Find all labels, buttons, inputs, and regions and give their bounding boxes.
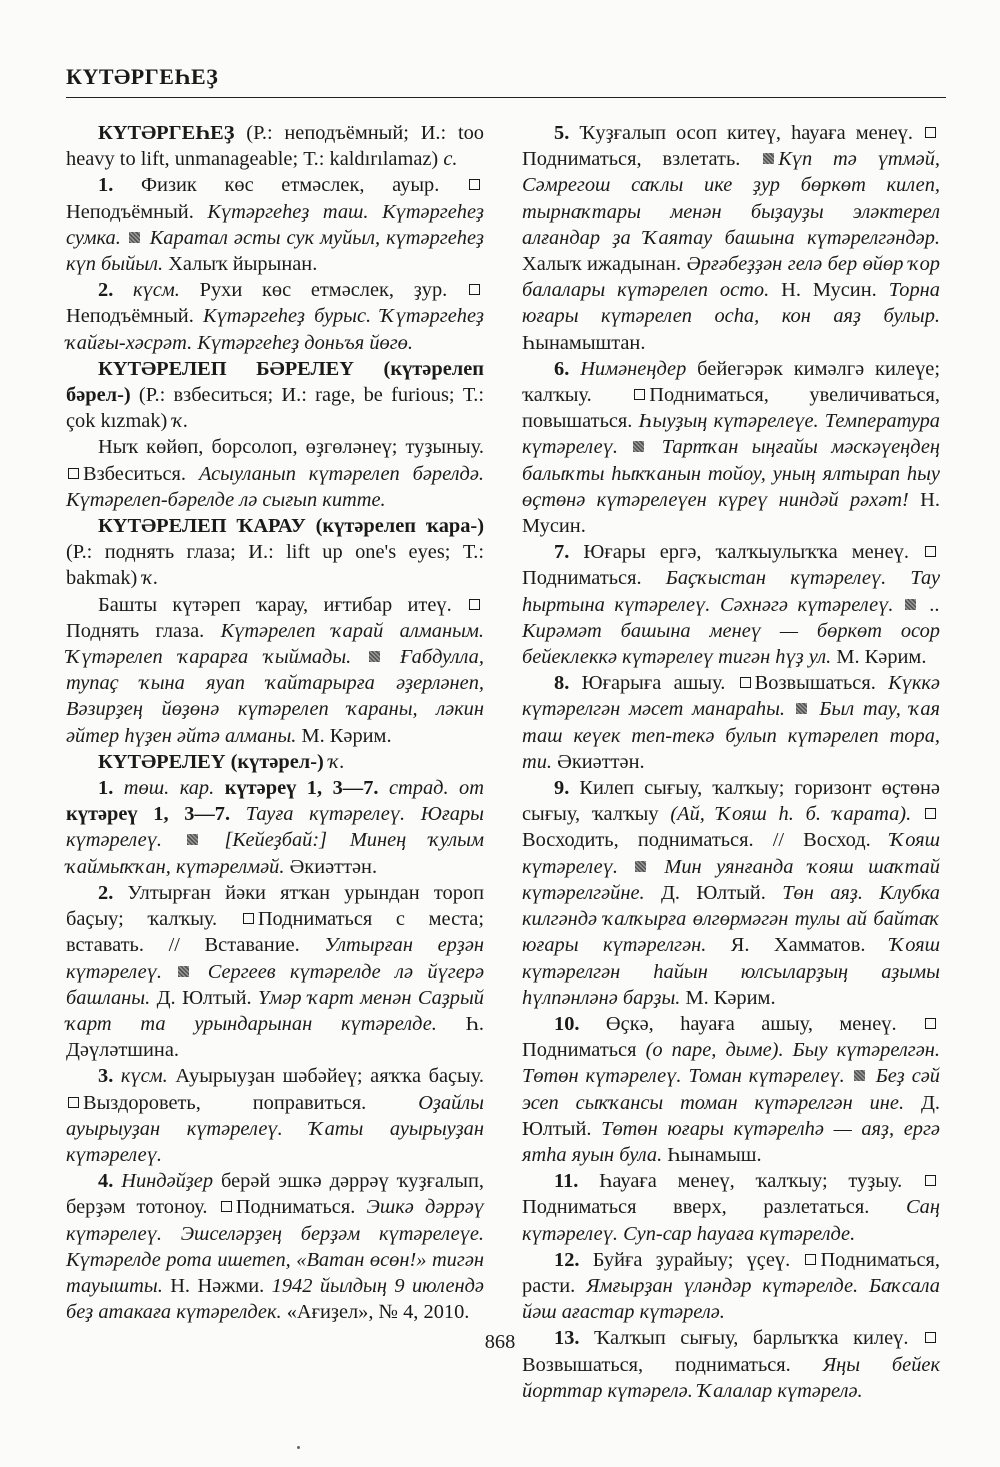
example: Күтәргеһеҙ таш. Күтәргеһеҙ сумка. <box>66 200 485 249</box>
white-square-icon <box>243 913 254 924</box>
white-square-icon <box>634 389 645 400</box>
russian-gloss: Выздороветь, поправиться. <box>83 1091 419 1114</box>
sense-number: 7. <box>554 541 570 564</box>
russian-gloss: Подниматься <box>522 1039 646 1062</box>
right-column <box>522 120 940 1404</box>
white-square-icon <box>925 1018 936 1029</box>
shaded-square-icon <box>369 651 380 662</box>
russian-gloss: Подниматься. <box>522 567 666 590</box>
usage-note: (о паре, дыме). <box>645 1039 784 1062</box>
example: Оҙайлы ауырыуҙан күтәрелеү. Ҡаты ауырыуҙан күтәрелеү. <box>66 1091 484 1166</box>
white-square-icon <box>925 808 936 819</box>
usage-note: (Ай, Ҡояш һ. б. ҡарата). <box>670 803 912 826</box>
definition: Һауаға менеү, ҡалҡыу; туҙыу. <box>578 1170 923 1193</box>
russian-gloss: Восходить, подниматься. // Восход. <box>522 829 890 852</box>
russian-gloss: Неподъёмный. <box>66 305 204 328</box>
example: Асыуланып күтәрелеп бәрелдә. Күтәрелеп-бәрелде лә сығып китте. <box>66 462 485 511</box>
example: Баҫҡыстан күтәрелеү. Тау һыртына күтәрелеү. Сәхнәгә күтәрелеү. <box>522 567 941 616</box>
quotation: [Кейеҙбай:] Минең ҡулым ҡаймыҡҡан, күтәрелмәй. <box>66 829 484 878</box>
sense-12 <box>522 1247 940 1326</box>
definition: Физик көс етмәслек, ауыр. <box>113 174 467 197</box>
entry-kutarelep-karau <box>66 513 484 592</box>
quotation: Төн аяҙ. Клубка килгәндә ҡалҡырға өлгөрмәгән тулы ай байтаҡ юғары күтәрелгән. <box>522 881 940 957</box>
white-square-icon <box>925 127 936 138</box>
translations: (Р.: поднять глаза; И.: lift up one's eyes; Т.: bakmak) <box>66 541 484 590</box>
quotation: Төтөн юғары күтәрелһә — аяҙ, ергә ятһа яуын була. <box>522 1117 940 1166</box>
russian-gloss: Подниматься, взлетать. <box>522 148 762 171</box>
sense-2 <box>66 277 484 356</box>
source: Һынамыштан. <box>522 331 646 354</box>
quotation: Ғабдулла, тупаҫ ҡына яуап ҡайтарырға әҙерләнеп, Вәзирҙең йөҙөнә күтәрелеп ҡараны, ләкин әйтер һүҙен әйтә алманы. <box>66 646 484 747</box>
quotation: 1942 йылдың 9 июлендә беҙ атакаға күтәрелдек. <box>66 1274 484 1324</box>
example: Эшкә дәррәү күтәрелеү. Эшселәрҙең берҙәм күтәрелеүе. Күтәрелде рота ишетеп, «Ватан өсөн!» тигән тауышты. <box>66 1196 485 1297</box>
quotation: Был тау, ҡая таш кеүек теп-текә булып күтәрелеп тора, ти. <box>522 698 940 773</box>
quotation: Торна юғары күтәрелеп осһа, кон аяҙ булыр. <box>522 279 940 328</box>
sense-8 <box>522 670 940 775</box>
russian-gloss: Подниматься вверх, разлетаться. <box>522 1196 906 1219</box>
example: Яңы бейек йорттар күтәрелә. Ҡалалар күтәрелә. <box>522 1353 941 1402</box>
shaded-square-icon <box>905 599 916 610</box>
definition: Ҡуҙғалып осоп китеү, һауаға менеү. <box>569 122 923 144</box>
example: Быу күтәрелгән. Төтөн күтәрелеү. Томан күтәрелеү. <box>522 1039 940 1088</box>
white-square-icon <box>469 599 480 610</box>
definition-block <box>66 592 484 749</box>
white-square-icon <box>221 1201 232 1212</box>
source: Н. Мусин. <box>769 279 889 302</box>
sense-9 <box>522 775 940 1011</box>
sense-number: 10. <box>554 1012 580 1035</box>
russian-gloss: Подниматься с места; вставать. // Вставание. <box>66 908 485 957</box>
verb-form: (күтәрелеп бәрел-) <box>66 357 484 407</box>
shaded-square-icon <box>763 153 774 164</box>
sense-number: 12. <box>554 1248 580 1271</box>
grammar-note: Нимәнеңдер <box>569 357 687 380</box>
headword: КҮТӘРЕЛЕП БӘРЕЛЕҮ <box>98 357 355 380</box>
source: Һ. Дәүләтшина. <box>66 1012 484 1062</box>
entry-kutarelau <box>66 749 484 775</box>
sense-number: 8. <box>554 672 570 695</box>
example: Саң күтәрелеү. Суп-сар һауаға күтәрелде. <box>522 1196 940 1245</box>
quotation: Тартҡан ыңғайы мәскәүеңдең балыҡты һыҡҡанын тойоу, уның ялтырап һыу өҫтөнә күтәрелеүен күреү ниндәй рәхәт! <box>522 436 940 511</box>
translations: (Р.: неподъёмный; И.: too heavy to lift, unmanageable; Т.: kaldırılamaz) <box>66 122 484 171</box>
sense-3 <box>66 1063 484 1168</box>
entry-kutarelep-barelau <box>66 356 484 435</box>
sense-number: 3. <box>98 1065 114 1088</box>
white-square-icon <box>925 546 936 557</box>
sense-number: 1. <box>98 777 114 800</box>
source: Халыҡ ижадынан. <box>522 253 687 276</box>
shaded-square-icon <box>187 834 198 845</box>
translations: (Р.: взбеситься; И.: rage, be furious; Т.: çok kızmak) <box>66 384 484 433</box>
example: Ямғырҙан үләндәр күтәрелде. Баҡсала йәш ағастар күтәрелә. <box>522 1274 940 1324</box>
headword: КҮТӘРЕЛЕП ҠАРАУ <box>98 515 306 538</box>
example: Тауға күтәрелеү. Юғары күтәрелеү. <box>66 803 484 852</box>
russian-gloss: Подниматься. <box>235 1196 367 1219</box>
definition: Рухи көс етмәслек, ҙур. <box>179 279 467 302</box>
running-head: КҮТӘРГЕҺЕҘ <box>66 64 219 89</box>
white-square-icon <box>805 1254 816 1265</box>
example: Ҡояш күтәрелеү. <box>522 829 940 878</box>
example: Күтәргеһеҙ бурыс. Ҡүтәргеһеҙ ҡайғы-хәсрәт. Күтәргеһеҙ доньъя йөгө. <box>66 305 484 354</box>
definition: Ныҡ көйөп, борсолоп, өҙгөләнеү; туҙыныу. <box>98 436 484 459</box>
headword: КҮТӘРЕЛЕҮ <box>98 750 226 773</box>
russian-gloss: Возвышаться, подниматься. <box>522 1353 823 1376</box>
part-of-speech: ҡ. <box>142 567 159 590</box>
source: Н. Нәжми. <box>162 1274 272 1297</box>
example: Күтәрелеп ҡарай алманым. Ҡүтәрелеп ҡарарға ҡыймады. <box>66 619 484 669</box>
sense-11 <box>522 1168 940 1247</box>
quotation: Мин уянғанда ҡояш шаҡтай күтәрелгәйне. <box>522 855 940 904</box>
quotation: .. Кирәмәт башына менеү — бөркөт осор бейеклеккә күтәрелеү тигән һүҙ ул. <box>522 593 940 669</box>
source: Әкиәттән. <box>552 750 645 773</box>
russian-gloss: Неподъёмный. <box>66 200 208 223</box>
source: Д. Юлтый. <box>522 1091 940 1140</box>
part-of-speech: ҡ. <box>172 410 189 433</box>
sense-number: 2. <box>98 881 114 904</box>
source: Н. Мусин. <box>522 488 941 538</box>
sense-2 <box>66 880 484 1063</box>
cross-reference: күтәреү 1, 3—7. <box>224 777 379 800</box>
source: М. Кәрим. <box>831 646 927 669</box>
white-square-icon <box>68 1097 79 1108</box>
page-number: 868 <box>484 1331 516 1353</box>
example: Ултырған ерҙән күтәрелеү. <box>66 934 484 983</box>
source: Я. Хамматов. <box>706 934 890 957</box>
definition: берәй эшкә дәррәү ҡуҙғалып, берҙәм тотоноу. <box>66 1170 485 1219</box>
source: Халыҡ йырынан. <box>163 253 318 276</box>
quotation: Беҙ сәй эсеп сыҡҡансы томан күтәрелгән ине. <box>522 1065 940 1114</box>
definition: Ауырыуҙан шәбәйеү; аяҡҡа баҫыу. <box>167 1065 485 1088</box>
russian-gloss: Подниматься, расти. <box>522 1248 940 1297</box>
sense-1 <box>66 172 484 277</box>
grammar-note: күсм. <box>113 279 180 302</box>
definition: Башты күтәреп ҡарау, иғтибар итеү. <box>98 593 467 616</box>
sense-number: 1. <box>98 174 114 197</box>
sense-7 <box>522 539 940 670</box>
grammar-note: күсм. <box>113 1065 168 1088</box>
white-square-icon <box>68 468 79 479</box>
grammar-note: төш. кар. <box>113 777 225 800</box>
quotation: Каратал әсты сук муйыл, күтәргеһеҙ күп быйыл. <box>66 226 484 276</box>
example: Һыуҙың күтәрелеүе. Температура күтәрелеү. <box>522 410 940 459</box>
sense-number: 2. <box>98 279 114 302</box>
sense-number: 11. <box>554 1170 579 1193</box>
white-square-icon <box>925 1175 936 1186</box>
sense-6 <box>522 356 940 539</box>
shaded-square-icon <box>633 441 644 452</box>
definition: Юғары ергә, ҡалҡыулыҡҡа менеү. <box>569 541 923 564</box>
definition: Килеп сығыу, ҡалҡыу; горизонт өҫтөнә сығыу, ҡалҡыу <box>522 777 940 826</box>
sense-number: 13. <box>554 1327 580 1350</box>
sense-5 <box>522 120 940 356</box>
definition: бейегәрәк кимәлгә килеүе; ҡалҡыу. <box>522 357 940 407</box>
white-square-icon <box>469 179 480 190</box>
definition: Ултырған йәки ятҡан урындан тороп баҫыу; ҡалҡыу. <box>66 881 484 931</box>
sense-1 <box>66 775 484 880</box>
russian-gloss: Возвышаться. <box>754 672 889 695</box>
source: Д. Юлтый. <box>644 881 783 904</box>
shaded-square-icon <box>178 966 189 977</box>
source: Һынамыш. <box>662 1143 762 1166</box>
shaded-square-icon <box>635 861 646 872</box>
definition: Буйға ҙурайыу; үҫеү. <box>579 1248 804 1271</box>
definition: Ҡалҡып сығыу, барлыҡҡа килеү. <box>579 1327 923 1350</box>
entry-kutargehez <box>66 120 484 172</box>
definition-block <box>66 434 484 513</box>
cross-reference: күтәреү 1, 3—7. <box>66 803 231 826</box>
quotation: Әрғәбеҙҙән гелә бер өйөр ҡор балалары күтәрелеп осто. <box>522 253 941 302</box>
verb-form: (күтәрелеп ҡара-) <box>305 515 485 538</box>
headword: КҮТӘРГЕҺЕҘ <box>98 122 235 144</box>
quotation: Ҡояш күтәрелгән һайын юлсыларҙың аҙымы һүлпәнләнә барҙы. <box>522 934 940 1009</box>
source: М. Кәрим. <box>680 986 776 1009</box>
sense-number: 9. <box>554 777 570 800</box>
definition: Өҫкә, һауаға ашыу, менеү. <box>579 1012 923 1035</box>
quotation: Үмәр ҡарт менән Саҙрый ҡарт та урындарынан күтәрелде. <box>66 986 484 1035</box>
white-square-icon <box>740 677 751 688</box>
shaded-square-icon <box>796 703 807 714</box>
source: Әкиәттән. <box>284 855 378 878</box>
example: Күккә күтәрелгән мәсет манараһы. <box>522 672 940 721</box>
quotation: Сергеев күтәрелде лә йүгерә башланы. <box>66 960 484 1009</box>
shaded-square-icon <box>854 1070 865 1081</box>
sense-number: 5. <box>554 122 570 144</box>
verb-form: (күтәрел-) <box>225 750 329 773</box>
source: «Ағиҙел», № 4, 2010. <box>281 1301 470 1324</box>
sense-number: 6. <box>554 357 570 380</box>
quotation: Күп тә үтмәй, Сәмрегош саҡлы ике ҙур бөркөт килеп, тырнаҡтары менән быҙауҙы эләктерел алғандар ҙа Ҡаятау башына күтәрелгәндәр. <box>522 148 940 249</box>
left-column <box>66 120 484 1325</box>
white-square-icon <box>469 284 480 295</box>
source: М. Кәрим. <box>296 724 392 747</box>
grammar-note: Ниндәйҙер <box>113 1170 214 1193</box>
grammar-note: страд. от <box>378 777 484 800</box>
shaded-square-icon <box>129 232 140 243</box>
russian-gloss: Взбеситься. <box>83 462 199 485</box>
print-speck <box>297 1446 300 1449</box>
source: Д. Юлтый. <box>150 986 259 1009</box>
sense-10 <box>522 1011 940 1168</box>
sense-4 <box>66 1168 484 1325</box>
part-of-speech: с. <box>443 148 458 171</box>
part-of-speech: ҡ. <box>328 750 345 773</box>
sense-number: 4. <box>98 1170 114 1193</box>
russian-gloss: Поднять глаза. <box>66 619 221 642</box>
definition: Юғарыға ашыу. <box>569 672 738 695</box>
russian-gloss: Подниматься, увеличиваться, повышаться. <box>522 384 940 433</box>
header-rule <box>66 97 946 98</box>
